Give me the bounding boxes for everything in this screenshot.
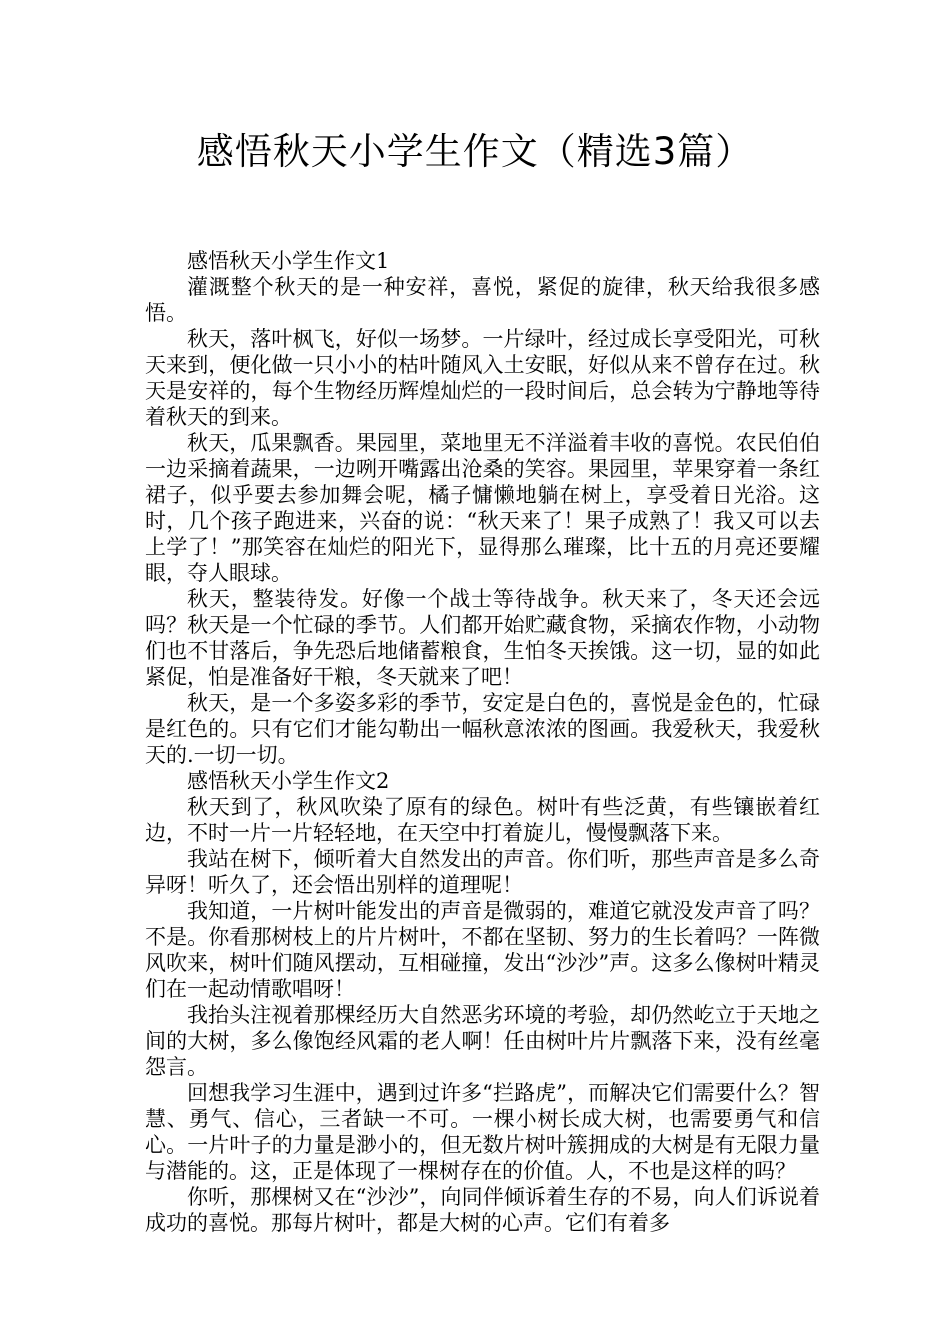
paragraph: 你听，那棵树又在“沙沙”，向同伴倾诉着生存的不易，向人们诉说着成功的喜悦。那每片树叶，都是大树的心声。它们有着多 (145, 1185, 820, 1235)
paragraph: 秋天，落叶枫飞，好似一场梦。一片绿叶，经过成长享受阳光，可秋天来到，便化做一只小小的枯叶随风入土安眠，好似从来不曾存在过。秋天是安祥的，每个生物经历辉煌灿烂的一段时间后，总会转为宁静地等待着秋天的到来。 (145, 327, 820, 429)
paragraph: 秋天，瓜果飘香。果园里，菜地里无不洋溢着丰收的喜悦。农民伯伯一边采摘着蔬果，一边咧开嘴露出沧桑的笑容。果园里，苹果穿着一条红裙子，似乎要去参加舞会呢，橘子慵懒地躺在树上，享受着日光浴。这时，几个孩子跑进来，兴奋的说：“秋天来了！果子成熟了！我又可以去上学了！”那笑容在灿烂的阳光下，显得那么璀璨，比十五的月亮还要耀眼，夺人眼球。 (145, 431, 820, 585)
paragraph: 秋天到了，秋风吹染了原有的绿色。树叶有些泛黄，有些镶嵌着红边，不时一片一片轻轻地，在天空中打着旋儿，慢慢飘落下来。 (145, 795, 820, 845)
section-heading-2: 感悟秋天小学生作文2 (187, 769, 390, 793)
paragraph: 秋天，是一个多姿多彩的季节，安定是白色的，喜悦是金色的，忙碌是红色的。只有它们才能勾勒出一幅秋意浓浓的图画。我爱秋天，我爱秋天的.一切一切。 (145, 691, 820, 767)
paragraph: 回想我学习生涯中，遇到过许多“拦路虎”，而解决它们需要什么？智慧、勇气、信心，三者缺一不可。一棵小树长成大树，也需要勇气和信心。一片叶子的力量是渺小的，但无数片树叶簇拥成的大树是有无限力量与潜能的。这，正是体现了一棵树存在的价值。人，不也是这样的吗？ (145, 1081, 820, 1183)
paragraph: 我知道，一片树叶能发出的声音是微弱的，难道它就没发声音了吗？不是。你看那树枝上的片片树叶，不都在坚韧、努力的生长着吗？一阵微风吹来，树叶们随风摆动，互相碰撞，发出“沙沙”声。这多么像树叶精灵们在一起动情歌唱呀！ (145, 899, 820, 1001)
section-heading-1: 感悟秋天小学生作文1 (187, 249, 390, 273)
document-body (145, 248, 820, 1236)
paragraph: 秋天，整装待发。好像一个战士等待战争。秋天来了，冬天还会远吗？秋天是一个忙碌的季节。人们都开始贮藏食物，采摘农作物，小动物们也不甘落后，争先恐后地储蓄粮食，生怕冬天挨饿。这一切，显的如此紧促，怕是准备好干粮，冬天就来了吧！ (145, 587, 820, 689)
paragraph: 我站在树下，倾听着大自然发出的声音。你们听，那些声音是多么奇异呀！听久了，还会悟出别样的道理呢！ (145, 847, 820, 897)
paragraph: 我抬头注视着那棵经历大自然恶劣环境的考验，却仍然屹立于天地之间的大树，多么像饱经风霜的老人啊！任由树叶片片飘落下来，没有丝毫怨言。 (145, 1003, 820, 1079)
paragraph: 灌溉整个秋天的是一种安祥，喜悦，紧促的旋律，秋天给我很多感悟。 (145, 275, 820, 325)
document-title: 感悟秋天小学生作文（精选3篇） (196, 130, 754, 173)
